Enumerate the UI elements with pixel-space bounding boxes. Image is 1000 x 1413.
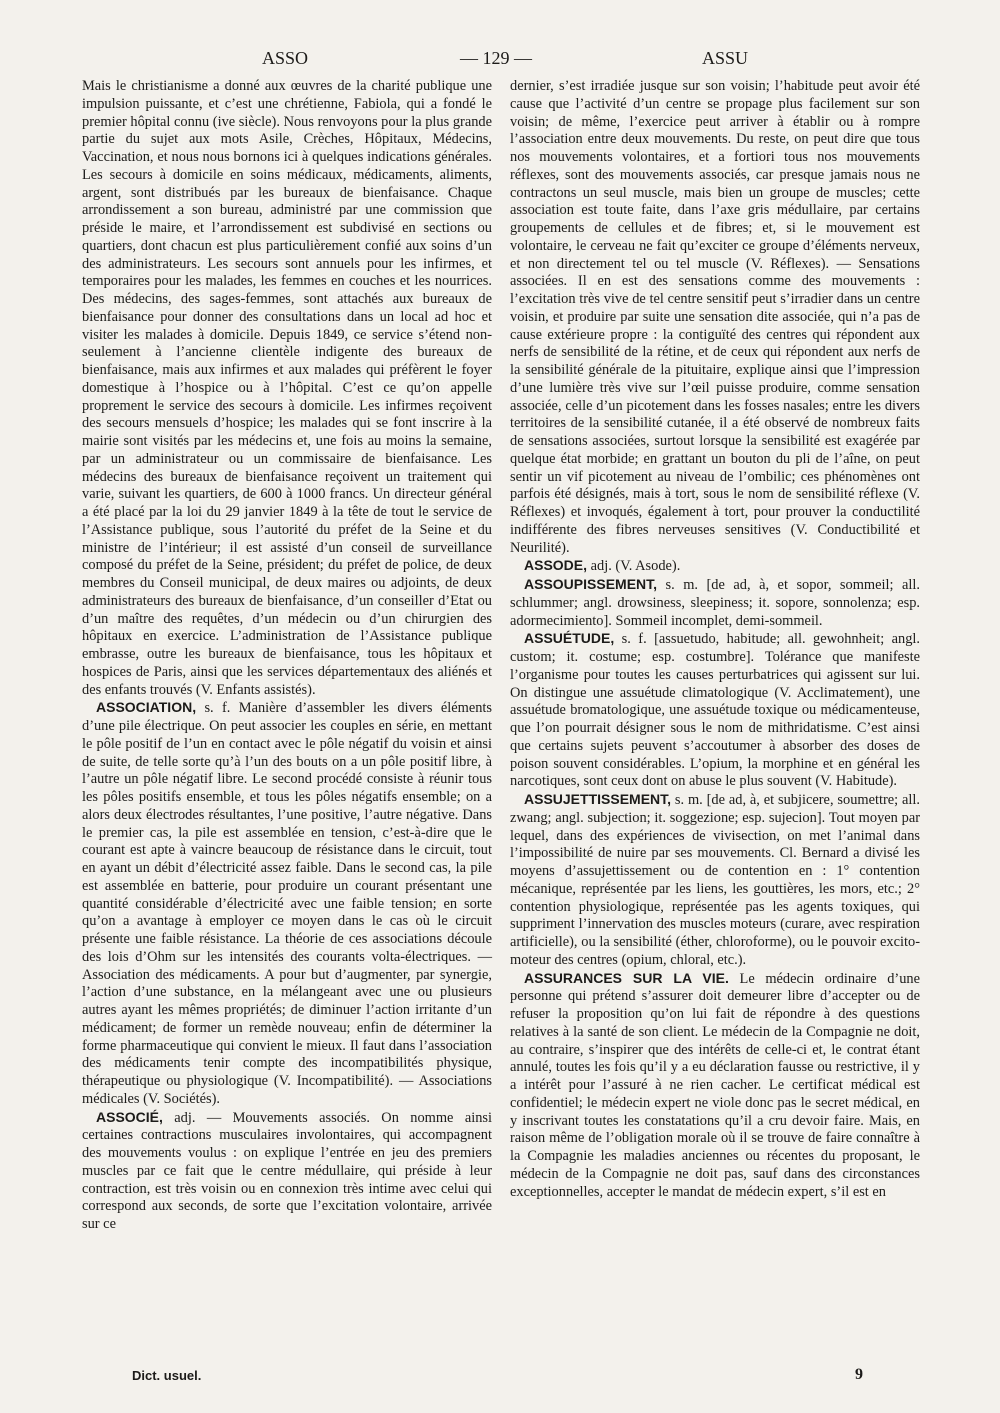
definition-association: s. f. Manière d’assembler les divers éléments d’une pile électrique. On peut associer les couples en série, en mettant le pôle positif de l’un en contact avec le pôle négatif du voisin et ainsi de suite, de telle sorte qu’à l’un des bouts on a un pôle positif libre, à l’autre un pôle négatif libre. Le second procédé consiste à réunir tous les pôles positifs ensemble, et tous les pôles négatifs ensemble; on a alors deux électrodes résultantes, l’une positive, l’autre négative. Dans le premier cas, la pile est assemblée en tension, c’est-à-dire que le courant est apte à vaincre beaucoup de résistance dans le circuit, tout en ayant un débit d’électricité assez faible. Dans le second cas, la pile est assemblée en batterie, pour produire un courant présentant une quantité considérable d’électricité avec une faible tension; en sorte qu’on a avantage à employer ce moyen dans le cas où le circuit présente une faible résistance. La théorie de ces associations découle des lois d’Ohm sur les intensités des courants volta-électriques. — Association des médicaments. A pour but d’augmenter, par synergie, l’action d’une substance, en la mélangeant avec une ou plusieurs autres ayant les mêmes propriétés; de diminuer l’action irritante d’un médicament; de former un remède nouveau; enfin de déterminer la forme pharmaceutique qui convient le mieux. Il faut dans l’association des médicaments tenir compte des incompatibilités physique, thérapeutique ou physiologique (V. Incompatibilité). — Associations médicales (V. Sociétés). (82, 700, 492, 1107)
definition-assujettissement: s. m. [de ad, à, et subjicere, soumettre; all. zwang; angl. subjection; it. soggezione; esp. sujecion]. Tout moyen par lequel, dans des expériences de vivisection, on met l’animal dans l’impossibilité de nuire par ses mouvements. Cl. Bernard a divisé les moyens d’assujettissement ou de contention en : 1° contention mécanique, représentée par les liens, les gouttières, les mors, etc.; 2° contention physiologique, représentée pas les agents toxiques, qui suppriment l’innervation des muscles moteurs (curare, avec respiration artificielle), ou la sensibilité (éther, chloroforme), ou le pouvoir excito-moteur des centres (opium, chloral, etc.). (510, 792, 920, 968)
definition-assurances: Le médecin ordinaire d’une personne qui prétend s’assurer doit demeurer libre d’accepter ou de refuser la proposition qu’on lui fait de répondre à des questions relatives à la santé de son client. Le médecin de la Compagnie ne doit, au contraire, s’inspirer que des intérêts de celle-ci et, le contrat étant annulé, toutes les fois qu’il y a eu déclaration fausse ou restrictive, il y a intérêt pour l’assuré à ne rien cacher. Le certificat médical est confidentiel; le médecin expert ne viole donc pas le secret médical, en y inscrivant toutes les constatations qu’il a cru devoir faire. Mais, en raison même de l’obligation morale où il se trouve de faire connaître à la Compagnie les maladies anciennes ou récentes du proposant, le médecin de la Compagnie ne doit pas, sauf dans des circonstances exceptionnelles, accepter le mandat de médecin expert, s’il est en (510, 970, 921, 1200)
entry-association (82, 699, 492, 1108)
entry-assuetude (510, 630, 920, 791)
definition-assuetude: s. f. [assuetudo, habitude; all. gewohnheit; angl. custom; it. costume; esp. costumbre]. Tolérance que manifeste l’organisme pour toutes les causes perturbatrices qui agissent sur lui. On distingue une assuétude climatologique (V. Acclimatement), une assuétude bromatologique, une assuétude toxique ou médicamenteuse, que l’on pourrait désigner sous le nom de mithridatisme. C’est ainsi que certains sujets peuvent s’accoutumer à absorber des doses de poison souvent considérables. L’opium, la morphine et en général les narcotiques, sont ceux dont on abuse le plus souvent (V. Habitude). (510, 631, 920, 790)
entry-assoupissement (510, 576, 920, 630)
left-column (82, 78, 492, 1234)
definition-assoupissement: s. m. [de ad, à, et sopor, sommeil; all. schlummer; angl. drowsiness, sleepiness; it. sopore, sonnolenza; esp. adormecimiento]. Sommeil incomplet, demi-sommeil. (510, 577, 920, 629)
definition-associe: adj. — Mouvements associés. On nomme ainsi certaines contractions musculaires involontaires, qui accompagnent des mouvements voulus : on explique l’entrée en jeu des premiers muscles par ce fait que le centre médullaire, qui préside à leur contraction, est très voisin ou en connexion très intime avec celui qui correspond aux seconds, de sorte que l’excitation volontaire, arrivée sur ce (82, 1109, 492, 1232)
entry-assurances (510, 970, 920, 1202)
headword-assoupissement: ASSOUPISSEMENT, (524, 576, 658, 592)
page-number: — 129 — (460, 48, 532, 68)
entry-associe (82, 1109, 492, 1234)
headword-assujettissement: ASSUJETTISSEMENT, (524, 791, 672, 807)
running-header (82, 48, 932, 78)
signature-number: 9 (855, 1366, 863, 1383)
header-left-word: ASSO (262, 48, 309, 68)
headword-assuetude: ASSUÉTUDE, (524, 630, 615, 647)
entry-assode (510, 557, 920, 576)
headword-assode: ASSODE, (524, 557, 588, 574)
associe-continuation: dernier, s’est irradiée jusque sur son voisin; l’habitude peut avoir été cause que l’activité d’un centre se propage plus facilement sur son voisin; de même, l’exercice peut arriver à établir ou à rompre l’association entre deux mouvements. Du reste, on peut dire que tous nos mouvements volontaires, et a fortiori tous nos mouvements réflexes, sont des mouvements associés, car presque jamais nous ne contractons un seul muscle, mais bien un groupe de muscles; cette association est toute faite, dans l’axe gris médullaire, par certains groupements de cellules et de fibres; et, si le mouvement est volontaire, le cerveau ne fait qu’exciter ce groupe d’éléments nerveux, et non directement tel ou tel muscle (V. Réflexes). — Sensations associées. Il en est des sensations comme des mouvements : l’excitation très vive de tel centre sensitif peut s’irradier dans un centre voisin, et produire par suite une sensation dite associée, qui n’a pas de cause extérieure propre : la contiguïté des centres qui répondent aux nerfs de sensibilité de la rétine, et de ceux qui répondent aux nerfs de la sensibilité générale de la pituitaire, explique ainsi que l’impression d’une lumière très vive sur l’œil puisse produire, comme sensation associée, celle d’un picotement dans les fosses nasales; entre les divers territoires de la sensibilité cutanée, il a été observé de nombreux faits de sensations associées, surtout lorsque la sensibilité est exagérée par quelque état morbide; en grattant un bouton du pli de l’aîne, on peut sentir un vif picotement au niveau de l’ombilic; ces phénomènes ont parfois été désignés, mais à tort, sous le nom de sensibilité réflexe (V. Réflexes) et invoqués, également à tort, pour prouver la conductilité indifférente des fibres nerveuses sensitives (V. Conductibilité et Neurilité). (510, 78, 920, 556)
headword-assurances: ASSURANCES SUR LA VIE. (524, 969, 729, 986)
header-right-word: ASSU (702, 48, 749, 68)
entry-assujettissement (510, 791, 920, 970)
assistance-continuation: Mais le christianisme a donné aux œuvres de la charité publique une impulsion puissante, et c’est une chrétienne, Fabiola, qui a fondé le premier hôpital connu (ive siècle). Nous renvoyons pour la plus grande partie du sujet aux mots Asile, Crèches, Hôpitaux, Médecins, Vaccination, et nous nous bornons ici à quelques indications générales. Les secours à domicile en soins médicaux, médicaments, aliments, argent, sont distribués par les bureaux de bienfaisance. Chaque arrondissement a son bureau, administré par une commission que préside le maire, et l’arrondissement est subdivisé en sections ou quartiers, dont chacun est plus particulièrement confié aux soins d’un des administrateurs. Les secours sont annuels pour les infirmes, et temporaires pour les malades, les femmes en couches et les nourrices. Des médecins, des sages-femmes, sont attachés aux bureaux de bienfaisance pour donner des consultations dans un local ad hoc et visiter les malades à domicile. Depuis 1849, ce service s’étend non-seulement à l’ancienne clientèle indigente des bureaux de bienfaisance, mais aux infirmes et aux malades qui préfèrent le foyer domestique à l’hospice ou à l’hôpital. C’est ce qu’on appelle proprement le service des secours à domicile. Les infirmes reçoivent des secours mensuels d’hospice; les malades qui se font inscrire à la mairie sont visités par les médecins et, une fois au moins la semaine, par un administrateur ou un commissaire de bienfaisance. Les médecins des bureaux de bienfaisance reçoivent un traitement qui varie, suivant les quartiers, de 600 à 1000 francs. Un directeur général a été placé par la loi du 29 janvier 1849 à la tête de tout le service de l’Assistance publique, sous l’autorité du préfet de la Seine et du ministre de l’intérieur; il est assisté d’un conseil de surveillance composé du préfet de la Seine, président; du préfet de police, de deux membres du Conseil municipal, de deux maires ou adjoints, de deux administrateurs des bureaux de bienfaisance, d’un conseiller d’Etat ou d’un maître des requêtes, d’un médecin ou d’un chirurgien des hôpitaux en exercice. L’administration de l’Assistance publique embrasse, outre les bureaux de bienfaisance, tous les hôpitaux et hospices de Paris, ainsi que les services départementaux des aliénés et des enfants trouvés (V. Enfants assistés). (82, 78, 492, 698)
right-column (510, 78, 920, 1201)
headword-association: ASSOCIATION, (96, 699, 197, 716)
signature-mark: Dict. usuel. (132, 1368, 202, 1383)
definition-assode: adj. (V. Asode). (590, 558, 681, 575)
headword-associe: ASSOCIÉ, (96, 1108, 163, 1125)
